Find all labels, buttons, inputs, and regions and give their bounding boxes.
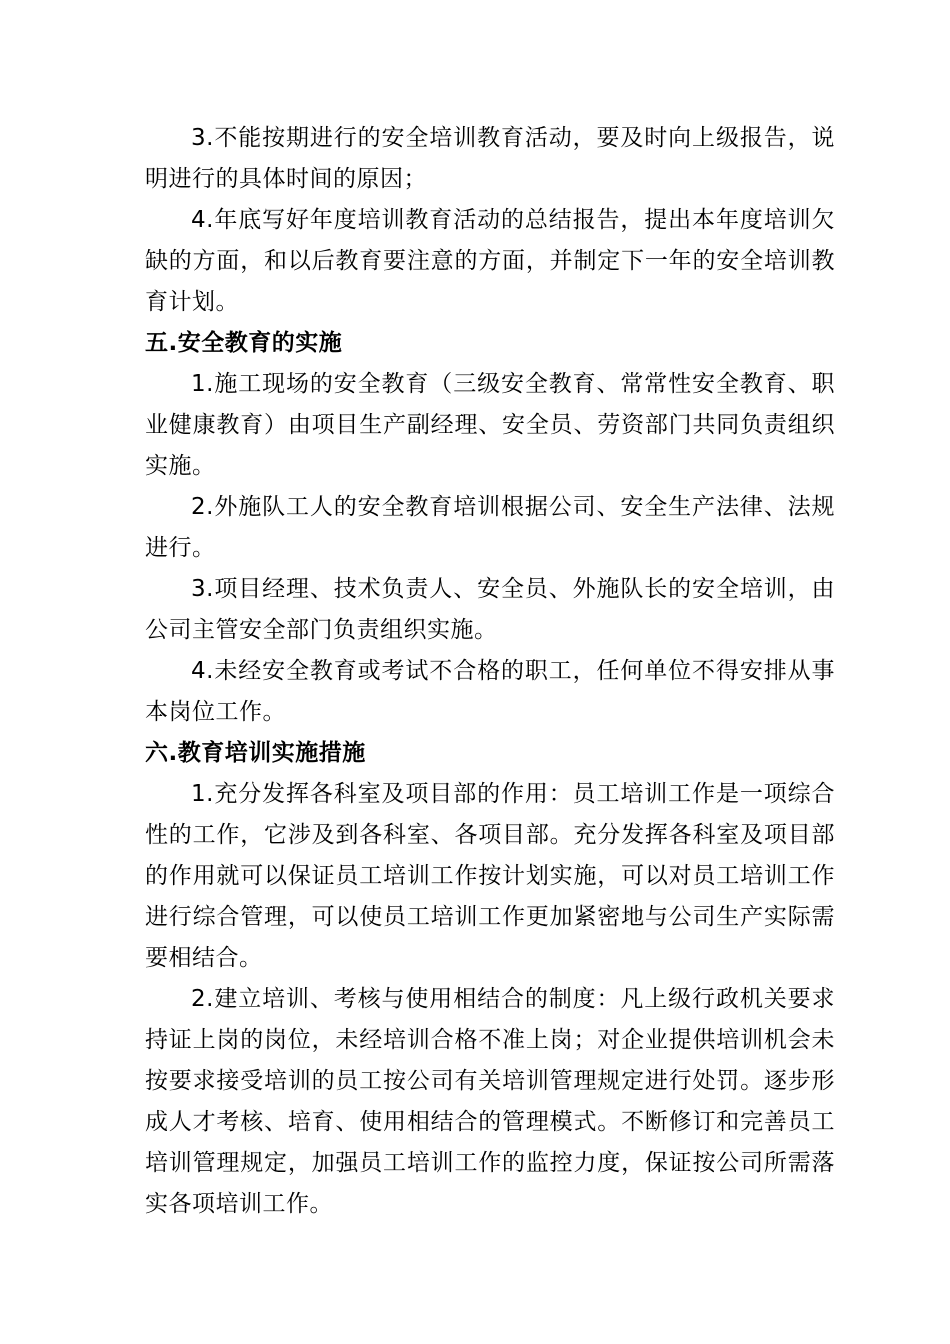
paragraph-5-3-managers-training: 3.项目经理、技术负责人、安全员、外施队长的安全培训，由公司主管安全部门负责组织实施。 [145, 576, 835, 643]
paragraph-6-2-training-system: 2.建立培训、考核与使用相结合的制度：凡上级行政机关要求持证上岗的岗位，未经培训合格不准上岗；对企业提供培训机会未按要求接受培训的员工按公司有关培训管理规定进行处罚。逐步形成人才考核、培育、使用相结合的管理模式。不断修订和完善员工培训管理规定，加强员工培训工作的监控力度，保证按公司所需落实各项培训工作。 [145, 986, 835, 1217]
section-heading-6: 六.教育培训实施措施 [145, 740, 366, 766]
paragraph-3-report-delays: 3.不能按期进行的安全培训教育活动，要及时向上级报告，说明进行的具体时间的原因； [145, 125, 835, 192]
paragraph-6-1-departments-role: 1.充分发挥各科室及项目部的作用：员工培训工作是一项综合性的工作，它涉及到各科室、各项目部。充分发挥各科室及项目部的作用就可以保证员工培训工作按计划实施，可以对员工培训工作进行综合管理，可以使员工培训工作更加紧密地与公司生产实际需要相结合。 [145, 781, 835, 971]
section-heading-5: 五.安全教育的实施 [145, 330, 343, 356]
paragraph-4-annual-summary: 4.年底写好年度培训教育活动的总结报告，提出本年度培训欠缺的方面，和以后教育要注意的方面，并制定下一年的安全培训教育计划。 [145, 207, 835, 315]
paragraph-5-2-outsourced-workers: 2.外施队工人的安全教育培训根据公司、安全生产法律、法规进行。 [145, 494, 835, 561]
document-body [145, 118, 835, 1225]
paragraph-5-4-unqualified-staff: 4.未经安全教育或考试不合格的职工，任何单位不得安排从事本岗位工作。 [145, 658, 835, 725]
paragraph-5-1-site-education: 1.施工现场的安全教育（三级安全教育、常常性安全教育、职业健康教育）由项目生产副经理、安全员、劳资部门共同负责组织实施。 [145, 371, 835, 479]
